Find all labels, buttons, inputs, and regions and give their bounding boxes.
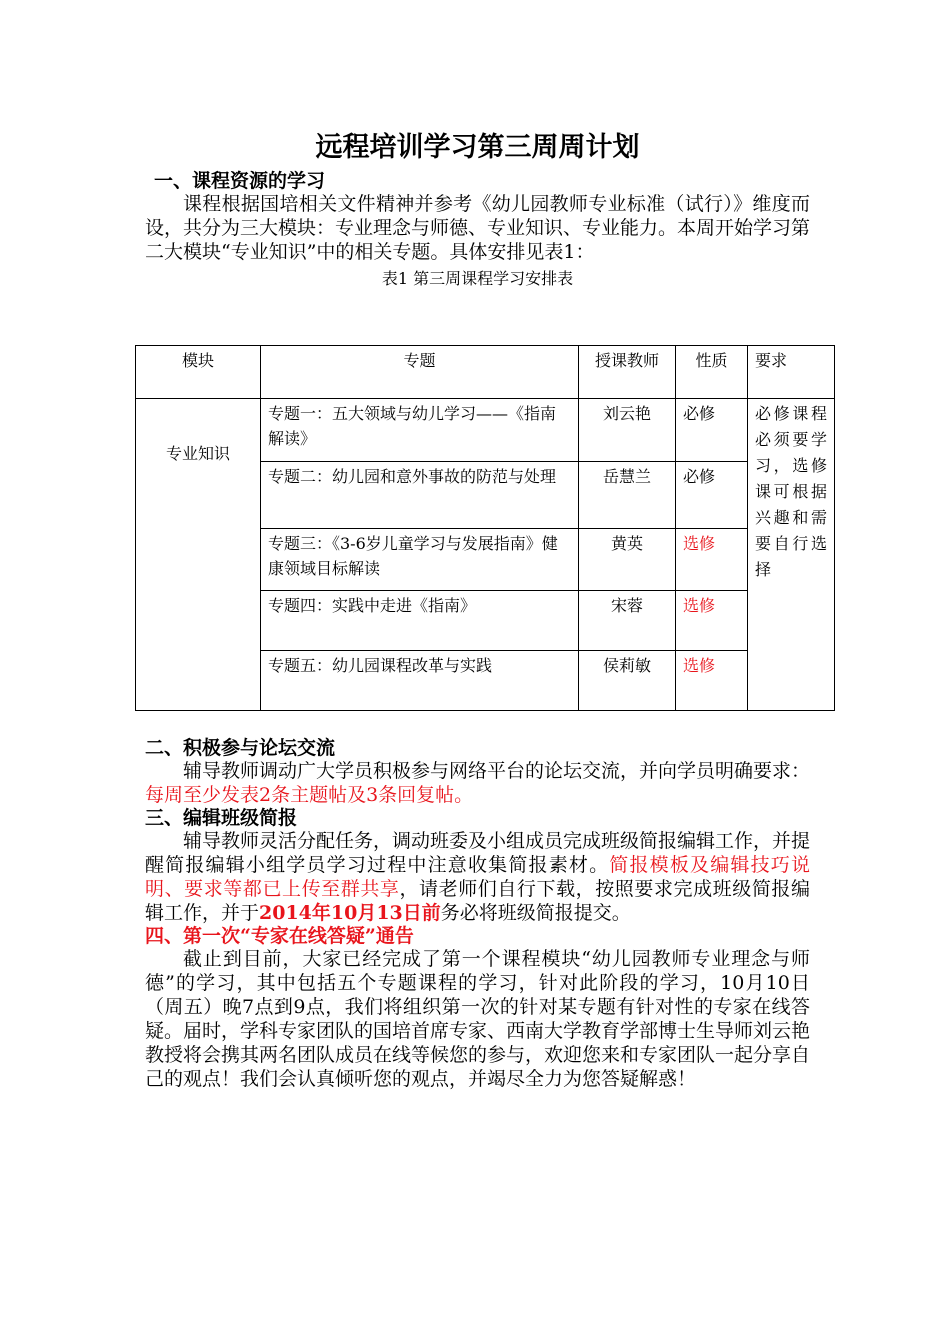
document-title: 远程培训学习第三周周计划 xyxy=(315,132,640,163)
teacher-cell: 黄英 xyxy=(579,529,676,591)
section2-text: 辅导教师调动广大学员积极参与网络平台的论坛交流，并向学员明确要求： xyxy=(183,760,811,782)
header-topic: 专题 xyxy=(261,346,579,399)
table-row xyxy=(136,399,835,462)
teacher-cell: 岳慧兰 xyxy=(579,462,676,529)
type-cell-elective: 选修 xyxy=(676,529,748,591)
section2-red-text: 每周至少发表2条主题帖及3条回复帖。 xyxy=(145,784,474,806)
header-module: 模块 xyxy=(136,346,261,399)
section2-heading: 二、积极参与论坛交流 xyxy=(145,737,336,759)
type-cell-elective: 选修 xyxy=(676,591,748,651)
topic-cell: 专题五：幼儿园课程改革与实践 xyxy=(261,651,579,711)
document-page xyxy=(145,130,810,290)
section2-paragraph xyxy=(145,759,810,807)
section3-text-c: 务必将班级简报提交。 xyxy=(440,902,631,924)
teacher-cell: 刘云艳 xyxy=(579,399,676,462)
table-caption: 表1 第三周课程学习安排表 xyxy=(381,269,574,288)
section4-heading: 四、第一次“专家在线答疑”通告 xyxy=(145,925,414,947)
teacher-cell: 侯莉敏 xyxy=(579,651,676,711)
header-type: 性质 xyxy=(676,346,748,399)
section3-red-text: 简报模板及编辑技巧说明、要求等都已上传至群共享 xyxy=(145,854,810,900)
section1-heading: 一、课程资源的学习 xyxy=(154,170,326,192)
section4-paragraph: 截止到目前，大家已经完成了第一个课程模块“幼儿园教师专业理念与师德”的学习，其中包括五个专题课程的学习，针对此阶段的学习，10月10日（周五）晚7点到9点，我们将组织第一次的针对某专题有针对性的专家在线答疑。届时，学科专家团队的国培首席专家、西南大学教育学部博士生导师刘云艳教授将会携其两名团队成员在线等候您的参与，欢迎您来和专家团队一起分享自己的观点！我们会认真倾听您的观点，并竭尽全力为您答疑解惑！ xyxy=(145,948,811,1090)
requirement-cell xyxy=(748,399,835,711)
topic-cell: 专题四：实践中走进《指南》 xyxy=(261,591,579,651)
schedule-table xyxy=(135,345,835,711)
requirement-text: 必修课程必须要学习，选修课可根据兴趣和需要自行选择 xyxy=(755,404,827,579)
header-requirement: 要求 xyxy=(748,346,835,399)
type-cell: 必修 xyxy=(676,399,748,462)
section3-deadline: 2014年10月13日前 xyxy=(259,902,441,924)
topic-cell: 专题三：《3-6岁儿童学习与发展指南》健康领域目标解读 xyxy=(261,529,579,591)
topic-cell: 专题一：五大领域与幼儿学习——《指南解读》 xyxy=(261,399,579,462)
section1-paragraph: 课程根据国培相关文件精神并参考《幼儿园教师专业标准（试行）》维度而设，共分为三大模块：专业理念与师德、专业知识、专业能力。本周开始学习第二大模块“专业知识”中的相关专题。具体安排见表1： xyxy=(145,193,811,263)
type-cell: 必修 xyxy=(676,462,748,529)
header-teacher: 授课教师 xyxy=(579,346,676,399)
section3-heading: 三、编辑班级简报 xyxy=(145,807,298,829)
teacher-cell: 宋蓉 xyxy=(579,591,676,651)
section3-text-b: ，请老师们自行下载，按照要求完成班级简报编辑工作，并于 xyxy=(145,878,810,924)
module-cell: 专业知识 xyxy=(136,399,261,711)
section3-text-a: 辅导教师灵活分配任务，调动班委及小组成员完成班级简报编辑工作，并提醒简报编辑小组学员学习过程中注意收集简报素材。 xyxy=(145,830,811,876)
section3-paragraph xyxy=(145,829,810,925)
lower-sections xyxy=(145,737,810,1091)
type-cell-elective: 选修 xyxy=(676,651,748,711)
topic-cell: 专题二：幼儿园和意外事故的防范与处理 xyxy=(261,462,579,529)
table-header-row xyxy=(136,346,835,399)
